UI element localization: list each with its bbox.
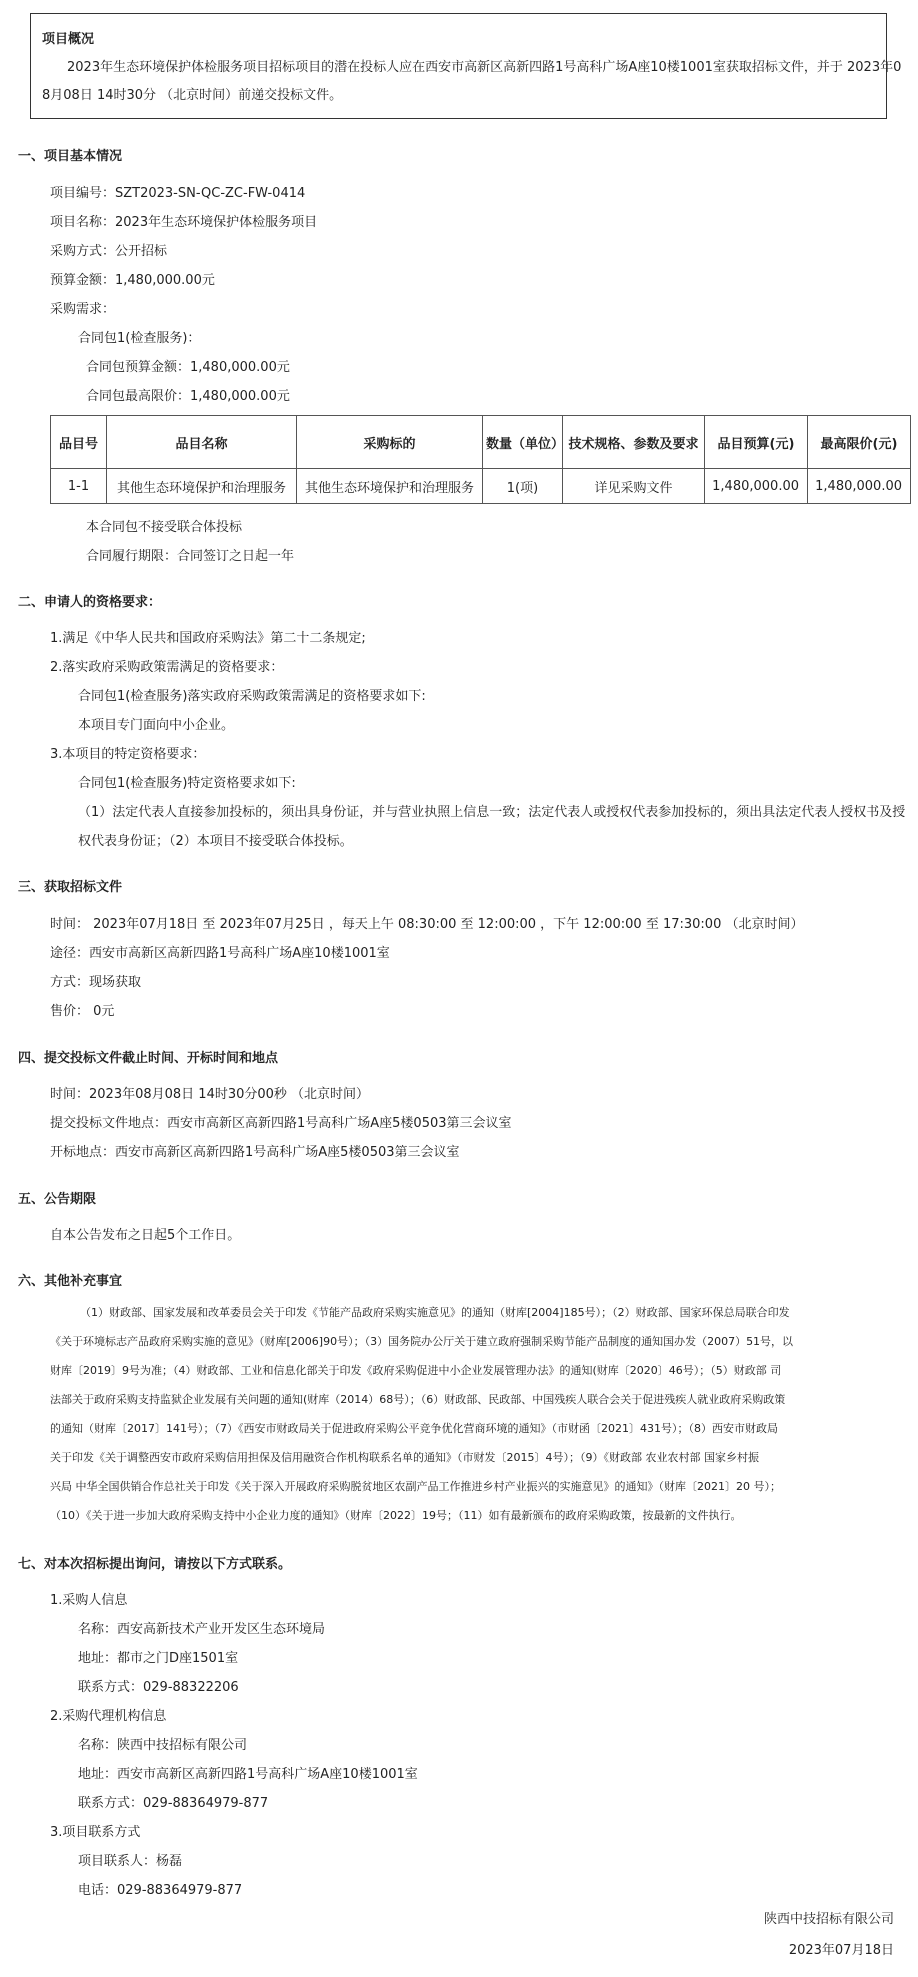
qualification-3a: 合同包1(检查服务)特定资格要求如下: — [78, 776, 296, 791]
deadline-time: 时间：2023年08月08日 14时30分00秒 （北京时间） — [50, 1087, 370, 1102]
contact-phone: 电话：029-88364979-877 — [78, 1883, 243, 1898]
opening-location: 开标地点：西安市高新区高新四路1号高科广场A座5楼0503第三会议室 — [50, 1145, 460, 1160]
package-budget: 合同包预算金额：1,480,000.00元 — [86, 360, 290, 375]
purchaser-phone: 联系方式：029-88322206 — [78, 1680, 239, 1695]
package-max-price: 合同包最高限价：1,480,000.00元 — [86, 389, 290, 404]
obtain-mode: 方式：现场获取 — [50, 975, 142, 990]
project-name: 项目名称：2023年生态环境保护体检服务项目 — [50, 215, 318, 230]
qualification-2a: 合同包1(检查服务)落实政府采购政策需满足的资格要求如下: — [78, 689, 426, 704]
project-code: 项目编号：SZT2023-SN-QC-ZC-FW-0414 — [50, 186, 306, 201]
purchaser-heading: 1.采购人信息 — [50, 1593, 128, 1608]
footer-company: 陕西中技招标有限公司 — [763, 1912, 894, 1927]
qualification-3b-line2: 权代表身份证；（2）本项目不接受联合体投标。 — [78, 834, 353, 849]
supplement-line: （1）财政部、国家发展和改革委员会关于印发《节能产品政府采购实施意见》的通知（财库[2004]185号）；（2）财政部、国家环保总局联合印发 — [80, 1306, 790, 1319]
cell-spec: 详见采购文件 — [563, 469, 705, 504]
cell-item-name: 其他生态环境保护和治理服务 — [107, 469, 297, 504]
purchaser-name: 名称：西安高新技术产业开发区生态环境局 — [78, 1622, 326, 1637]
supplement-line: 财库〔2019〕9号为准；（4）财政部、工业和信息化部关于印发《政府采购促进中小企业发展管理办法》的通知(财库〔2020〕46号）；（5）财政部 司 — [50, 1364, 782, 1377]
supplement-line: 《关于环境标志产品政府采购实施的意见》（财库[2006]90号）；（3）国务院办公厅关于建立政府强制采购节能产品制度的通知国办发（2007）51号，以 — [50, 1335, 794, 1348]
agent-name: 名称：陕西中技招标有限公司 — [78, 1738, 248, 1753]
project-overview-box — [30, 13, 902, 119]
qualification-2b: 本项目专门面向中小企业。 — [78, 718, 235, 733]
qualification-3: 3.本项目的特定资格要求： — [50, 747, 206, 762]
cell-quantity: 1(项) — [483, 469, 563, 504]
cell-subject: 其他生态环境保护和治理服务 — [297, 469, 483, 504]
cell-max-price: 1,480,000.00 — [808, 469, 911, 504]
header-max-price: 最高限价(元) — [808, 416, 911, 469]
header-spec: 技术规格、参数及要求 — [563, 416, 705, 469]
table-row — [51, 469, 911, 504]
section-3-title: 三、获取招标文件 — [18, 880, 123, 895]
section-6-title: 六、其他补充事宜 — [18, 1274, 123, 1289]
supplement-line: 兴局 中华全国供销合作总社关于印发《关于深入开展政府采购脱贫地区农副产品工作推进乡村产业振兴的实施意见》的通知》（财库〔2021〕20 号）； — [50, 1480, 781, 1493]
overview-text-line2: 8月08日 14时30分 （北京时间）前递交投标文件。 — [42, 88, 343, 103]
qualification-1: 1.满足《中华人民共和国政府采购法》第二十二条规定; — [50, 631, 366, 646]
obtain-price: 售价： 0元 — [50, 1004, 115, 1019]
supplement-line: 关于印发《关于调整西安市政府采购信用担保及信用融资合作机构联系名单的通知》（市财发〔2015〕4号）；（9）《财政部 农业农村部 国家乡村振 — [50, 1451, 759, 1464]
announcement-period: 自本公告发布之日起5个工作日。 — [50, 1228, 241, 1243]
cell-item-no: 1-1 — [51, 469, 107, 504]
section-4-title: 四、提交投标文件截止时间、开标时间和地点 — [18, 1051, 279, 1066]
contract-package: 合同包1(检查服务)： — [78, 331, 201, 346]
section-1-title: 一、项目基本情况 — [18, 149, 123, 164]
procurement-method: 采购方式：公开招标 — [50, 244, 168, 259]
obtain-way: 途径：西安市高新区高新四路1号高科广场A座10楼1001室 — [50, 946, 390, 961]
header-item-budget: 品目预算(元) — [705, 416, 808, 469]
section-2-title: 二、申请人的资格要求： — [18, 595, 162, 610]
qualification-2: 2.落实政府采购政策需满足的资格要求： — [50, 660, 284, 675]
footer-date: 2023年07月18日 — [788, 1943, 894, 1958]
table-header-row — [51, 416, 911, 469]
contract-period: 合同履行期限：合同签订之日起一年 — [86, 549, 295, 564]
items-table — [50, 415, 911, 504]
section-7-title: 七、对本次招标提出询问，请按以下方式联系。 — [18, 1557, 292, 1572]
header-item-no: 品目号 — [51, 416, 107, 469]
supplement-line: 的通知（财库〔2017〕141号）；（7）《西安市财政局关于促进政府采购公平竞争优化营商环境的通知》（市财函〔2021〕431号）；（8）西安市财政局 — [50, 1422, 778, 1435]
overview-text-line1: 2023年生态环境保护体检服务项目招标项目的潜在投标人应在西安市高新区高新四路1号高科广场A座10楼1001室获取招标文件，并于 2023年0 — [67, 60, 902, 75]
header-quantity: 数量（单位） — [483, 416, 563, 469]
joint-bid-note: 本合同包不接受联合体投标 — [86, 520, 243, 535]
supplement-line: 法部关于政府采购支持监狱企业发展有关问题的通知(财库（2014）68号）；（6）财政部、民政部、中国残疾人联合会关于促进残疾人就业政府采购政策 — [50, 1393, 786, 1406]
submit-location: 提交投标文件地点：西安市高新区高新四路1号高科广场A座5楼0503第三会议室 — [50, 1116, 512, 1131]
qualification-3b-line1: （1）法定代表人直接参加投标的，须出具身份证，并与营业执照上信息一致；法定代表人或授权代表参加投标的，须出具法定代表人授权书及授 — [78, 805, 906, 820]
agent-address: 地址：西安市高新区高新四路1号高科广场A座10楼1001室 — [78, 1767, 418, 1782]
obtain-time: 时间： 2023年07月18日 至 2023年07月25日 ，每天上午 08:30:00 至 12:00:00 ，下午 12:00:00 至 17:30:00 （北京时间） — [50, 917, 804, 932]
header-subject: 采购标的 — [297, 416, 483, 469]
contact-person: 项目联系人：杨磊 — [78, 1854, 183, 1869]
procurement-demand: 采购需求： — [50, 302, 116, 317]
agent-heading: 2.采购代理机构信息 — [50, 1709, 167, 1724]
contact-heading: 3.项目联系方式 — [50, 1825, 141, 1840]
section-5-title: 五、公告期限 — [18, 1192, 97, 1207]
cell-item-budget: 1,480,000.00 — [705, 469, 808, 504]
header-item-name: 品目名称 — [107, 416, 297, 469]
supplement-line: （10）《关于进一步加大政府采购支持中小企业力度的通知》（财库〔2022〕19号；（11）如有最新颁布的政府采购政策，按最新的文件执行。 — [50, 1509, 742, 1522]
overview-title: 项目概况 — [42, 32, 95, 47]
budget-amount: 预算金额：1,480,000.00元 — [50, 273, 215, 288]
agent-phone: 联系方式：029-88364979-877 — [78, 1796, 269, 1811]
purchaser-address: 地址：都市之门D座1501室 — [78, 1651, 239, 1666]
